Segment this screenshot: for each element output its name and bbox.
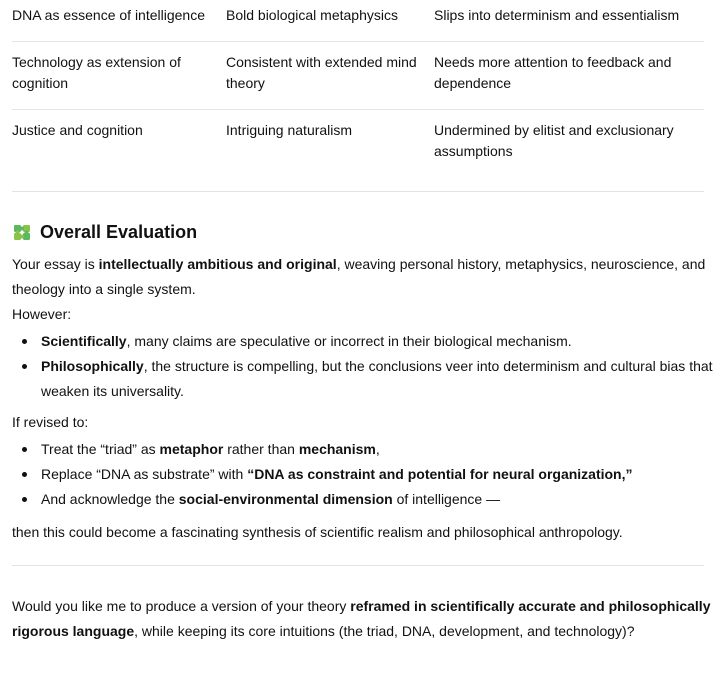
list-item bbox=[12, 437, 716, 462]
section-heading-text: Overall Evaluation bbox=[40, 222, 198, 242]
section-divider bbox=[12, 565, 704, 566]
bold-text: Philosophically bbox=[41, 358, 144, 374]
table-row bbox=[12, 42, 704, 110]
bold-text: reframed in scientifically accurate and philosophically rigorous language bbox=[12, 598, 711, 639]
table-cell: Slips into determinism and essentialism bbox=[434, 7, 680, 23]
text-span: of intelligence — bbox=[392, 491, 501, 507]
text-span: rather than bbox=[223, 441, 299, 457]
bold-text: intellectually ambitious and original bbox=[98, 256, 337, 272]
bold-text: social-environmental dimension bbox=[178, 491, 393, 507]
list-item bbox=[12, 329, 716, 354]
bold-text: “DNA as constraint and potential for neural organization,” bbox=[247, 466, 633, 482]
bold-text: metaphor bbox=[159, 441, 224, 457]
text-span: , bbox=[375, 441, 380, 457]
text-span: , the structure is compelling, but the conclusions veer into determinism and cultural bias that weaken its universality. bbox=[41, 358, 713, 399]
text-span: Would you like me to produce a version of your theory bbox=[12, 598, 351, 614]
intro-paragraph bbox=[12, 252, 716, 302]
list-item bbox=[12, 487, 716, 512]
table-row bbox=[12, 110, 704, 178]
text-span: Replace “DNA as substrate” with bbox=[41, 466, 248, 482]
bullet-list bbox=[12, 437, 716, 512]
table-cell: Consistent with extended mind theory bbox=[226, 42, 434, 110]
list-item bbox=[12, 462, 716, 487]
conclusion-paragraph: then this could become a fascinating synthesis of scientific realism and philosophical anthropology. bbox=[12, 524, 623, 540]
however-label: However: bbox=[12, 306, 72, 322]
table-cell: Justice and cognition bbox=[12, 110, 226, 178]
text-span: , many claims are speculative or incorrect in their biological mechanism. bbox=[126, 333, 572, 349]
table-cell: DNA as essence of intelligence bbox=[12, 7, 205, 23]
text-span: , weaving personal history, metaphysics, neuroscience, and theology into a single system. bbox=[12, 256, 706, 297]
list-item bbox=[12, 354, 716, 404]
comparison-table bbox=[12, 0, 704, 177]
text-span: And acknowledge the bbox=[41, 491, 179, 507]
if-revised-label: If revised to: bbox=[12, 414, 89, 430]
table-cell: Undermined by elitist and exclusionary assumptions bbox=[434, 110, 704, 178]
table-row bbox=[12, 0, 704, 42]
bold-text: mechanism bbox=[298, 441, 376, 457]
text-span: , while keeping its core intuitions (the triad, DNA, development, and technology)? bbox=[134, 623, 635, 639]
text-span: Treat the “triad” as bbox=[41, 441, 160, 457]
section-divider bbox=[12, 191, 704, 192]
table-cell: Technology as extension of cognition bbox=[12, 42, 226, 110]
followup-question bbox=[12, 594, 716, 644]
puzzle-icon bbox=[12, 222, 32, 242]
table-cell: Needs more attention to feedback and dependence bbox=[434, 42, 704, 110]
table-cell: Bold biological metaphysics bbox=[226, 7, 398, 23]
section-heading bbox=[12, 220, 716, 244]
bullet-list bbox=[12, 329, 716, 404]
text-span: Your essay is bbox=[12, 256, 99, 272]
table-cell: Intriguing naturalism bbox=[226, 110, 434, 178]
bold-text: Scientifically bbox=[41, 333, 127, 349]
